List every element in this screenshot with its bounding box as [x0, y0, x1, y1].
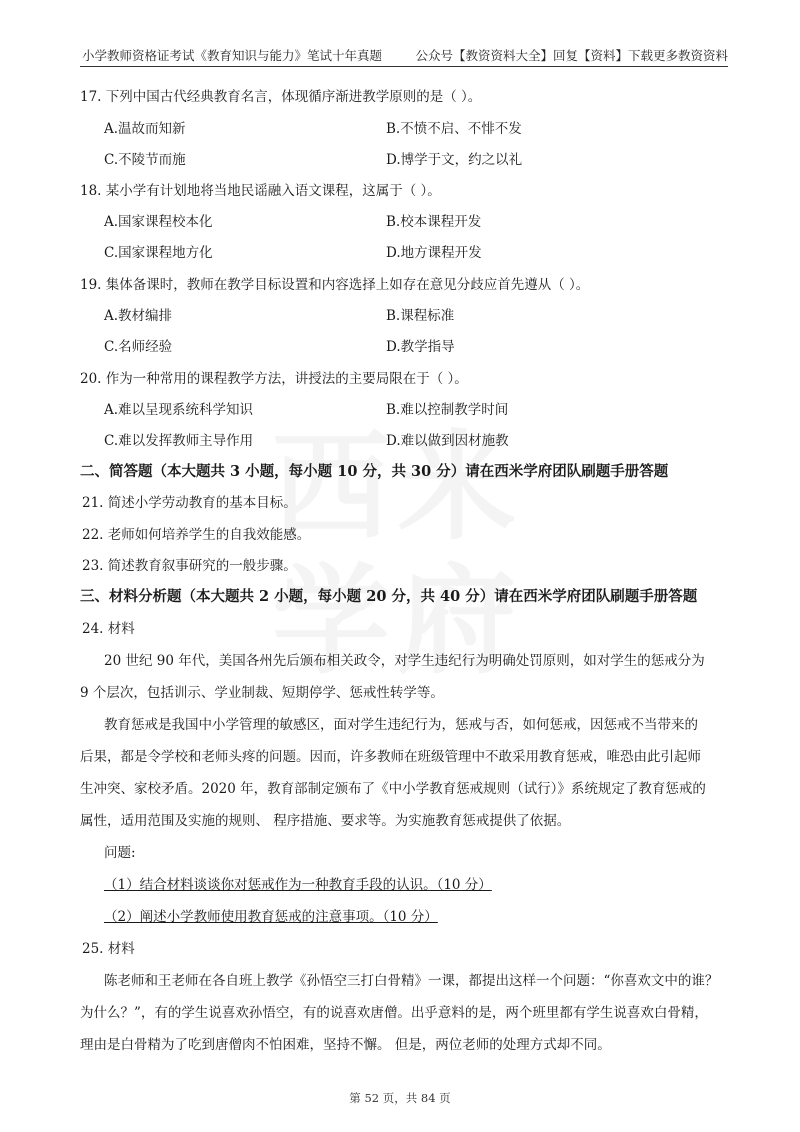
question-19-stem: 19. 集体备课时，教师在教学目标设置和内容选择上如存在意见分歧应首先遵从（ ）。 — [80, 277, 590, 293]
header-promo: 公众号【教资资料大全】回复【资料】下载更多教资资料 — [415, 48, 728, 63]
question-label: 问题: — [104, 845, 136, 861]
page-number: 第 52 页，共 84 页 — [349, 1091, 451, 1105]
question-20-option-b: B.难以控制教学时间 — [386, 402, 509, 418]
question-18-option-a: A.国家课程校本化 — [104, 214, 213, 230]
question-20-option-a: A.难以呈现系统科学知识 — [104, 402, 254, 418]
material-24-p2-line3: 生冲突、家校矛盾。2020 年，教育部制定颁布了《中小学教育惩戒规则（试行）》系统规定了教育惩戒的 — [80, 781, 706, 797]
material-24-p2-line2: 后果，都是令学校和老师头疼的问题。因而，许多教师在班级管理中不敢采用教育惩戒，唯恐由此引起师 — [80, 749, 701, 765]
header-title: 小学教师资格证考试《教育知识与能力》笔试十年真题 — [82, 48, 383, 63]
material-24-p2-line4: 属性，适用范围及实施的规则、 程序措施、要求等。为实施教育惩戒提供了依据。 — [80, 813, 571, 829]
question-19-option-c: C.名师经验 — [104, 339, 173, 355]
question-24-label: 24. 材料 — [82, 621, 135, 637]
question-19-option-a: A.教材编排 — [104, 308, 173, 324]
sub-question-1: （1）结合材料谈谈你对惩戒作为一种教育手段的认识。（10 分） — [104, 877, 492, 893]
question-18-option-c: C.国家课程地方化 — [104, 245, 213, 261]
question-19-option-b: B.课程标准 — [386, 308, 455, 324]
question-17-option-b: B.不愤不启、不悱不发 — [386, 121, 522, 137]
question-18-stem: 18. 某小学有计划地将当地民谣融入语文课程，这属于（ ）。 — [80, 183, 441, 199]
question-20-option-c: C.难以发挥教师主导作用 — [104, 433, 254, 449]
question-18-option-d: D.地方课程开发 — [386, 245, 482, 261]
question-19-option-d: D.教学指导 — [386, 339, 455, 355]
question-17-option-d: D.博学于文，约之以礼 — [386, 152, 523, 168]
section-3-title: 三、材料分析题（本大题共 2 小题，每小题 20 分，共 40 分）请在西米学府团队刷题手册答题 — [80, 588, 698, 605]
header-divider — [80, 66, 728, 67]
question-21: 21. 简述小学劳动教育的基本目标。 — [82, 495, 297, 511]
question-25-label: 25. 材料 — [82, 941, 135, 957]
question-18-option-b: B.校本课程开发 — [386, 214, 482, 230]
material-24-p1-line2: 9 个层次，包括训示、学业制裁、短期停学、惩戒性转学等。 — [80, 685, 444, 701]
question-17-stem: 17. 下列中国古代经典教育名言，体现循序渐进教学原则的是（ ）。 — [80, 89, 482, 105]
material-25-line1: 陈老师和王老师在各自班上教学《孙悟空三打白骨精》一课，都提出这样一个问题：“你喜欢文中的谁？ — [104, 973, 719, 989]
page-header — [82, 46, 728, 66]
question-22: 22. 老师如何培养学生的自我效能感。 — [82, 527, 311, 543]
material-25-line2: 为什么？”，有的学生说喜欢孙悟空，有的说喜欢唐僧。出乎意料的是，两个班里都有学生说喜欢白骨精， — [80, 1005, 708, 1021]
question-17-option-c: C.不陵节而施 — [104, 152, 186, 168]
question-23: 23. 简述教育叙事研究的一般步骤。 — [82, 558, 297, 574]
question-17-option-a: A.温故而知新 — [104, 121, 186, 137]
material-24-p1-line1: 20 世纪 90 年代，美国各州先后颁布相关政令，对学生违纪行为明确处罚原则，如对学生的惩戒分为 — [104, 653, 705, 669]
question-20-stem: 20. 作为一种常用的课程教学方法，讲授法的主要局限在于（ ）。 — [80, 371, 468, 387]
material-24-p2-line1: 教育惩戒是我国中小学管理的敏感区，面对学生违纪行为，惩戒与否，如何惩戒，因惩戒不当带来的 — [104, 717, 698, 733]
question-20-option-d: D.难以做到因材施教 — [386, 433, 509, 449]
material-25-line3: 理由是白骨精为了吃到唐僧肉不怕困难，坚持不懈。 但是，两位老师的处理方式却不同。 — [80, 1037, 611, 1053]
sub-question-2: （2）阐述小学教师使用教育惩戒的注意事项。（10 分） — [104, 909, 438, 925]
section-2-title: 二、简答题（本大题共 3 小题，每小题 10 分，共 30 分）请在西米学府团队刷题手册答题 — [80, 463, 669, 480]
